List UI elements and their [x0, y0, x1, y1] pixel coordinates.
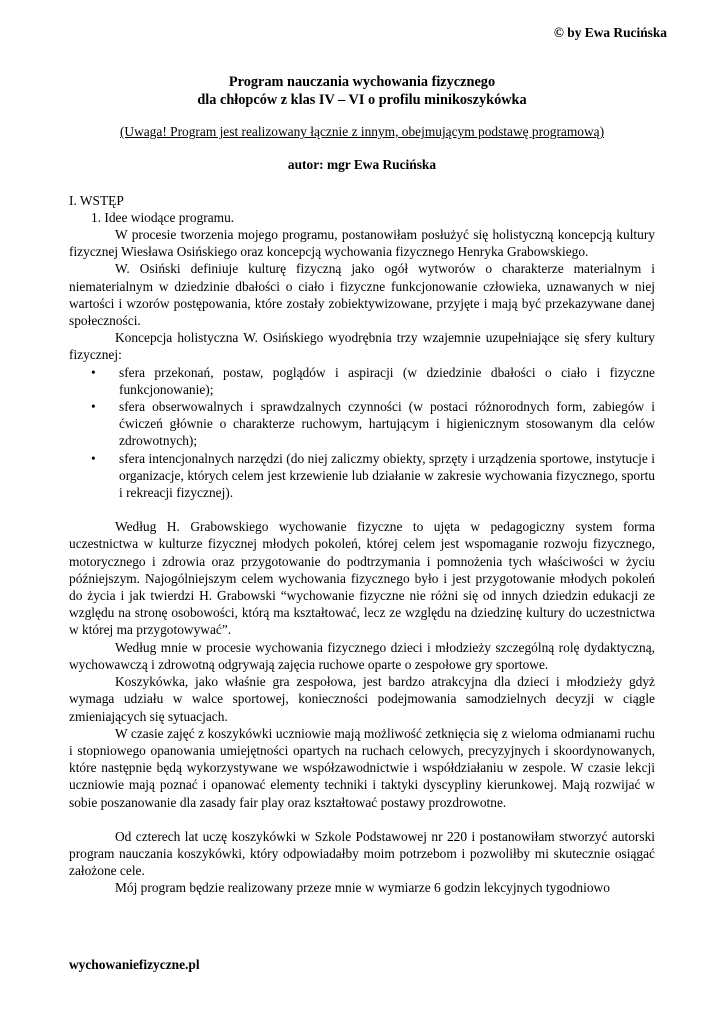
- list-item-text: sfera przekonań, postaw, poglądów i aspiracji (w dziedzinie dbałości o ciało i fizyczne funkcjonowanie);: [119, 364, 655, 397]
- author-line: autor: mgr Ewa Rucińska: [287, 157, 437, 173]
- document-title: [69, 73, 655, 109]
- footer-site: wychowaniefizyczne.pl: [69, 957, 200, 972]
- subsection-heading: 1. Idee wiodące programu.: [91, 209, 235, 225]
- list-item: [91, 364, 655, 398]
- program-note-text: (Uwaga! Program jest realizowany łącznie z innym, obejmującym podstawę programową): [119, 124, 605, 140]
- paragraph: Według H. Grabowskiego wychowanie fizyczne to ujęta w pedagogiczny system forma uczestnictwa w kulturze fizycznej młodych pokoleń, której celem jest wspomaganie rozwoju fizycznego, motorycznego i zdrowia oraz przygotowanie do podtrzymania i pomnożenia tych właściwości w życiu późniejszym. Najogólniejszym celem wychowania fizycznego było i jest przygotowanie młodych pokoleń do życia i jak twierdzi H. Grabowski “wychowanie fizyczne nie różni się od innych dziedzin edukacji ze względu na stronę osobowości, którą ma kształtować, lecz ze względu na dziedzinę kultury do uczestnictwa w której ma przygotowywać”.: [69, 519, 655, 638]
- paragraph: W. Osiński definiuje kulturę fizyczną jako ogół wytworów o charakterze materialnym i niematerialnym w dziedzinie dbałości o ciało i fizyczne funkcjonowanie człowieka, uznawanych w niej wartości i wzorów postępowania, które zostały zobiektywizowane, przyjęte i mają być przekazywane danej społeczności.: [69, 261, 655, 329]
- paragraph: Koncepcja holistyczna W. Osińskiego wyodrębnia trzy wzajemnie uzupełniające się sfery kultury fizycznej:: [69, 330, 655, 363]
- section-heading: I. WSTĘP: [69, 192, 124, 208]
- list-item-text: sfera obserwowalnych i sprawdzalnych czynności (w postaci różnorodnych form, zabiegów i ćwiczeń głównie o charakterze ruchowym, hartującym i higienicznym stosowanym dla celów zdrowotnych);: [119, 399, 655, 449]
- title-line-1: Program nauczania wychowania fizycznego: [228, 74, 496, 91]
- bullet-icon: •: [91, 399, 96, 415]
- program-note: [69, 123, 655, 140]
- paragraph: Mój program będzie realizowany przeze mnie w wymiarze 6 godzin lekcyjnych tygodniowo: [115, 880, 610, 896]
- list-item: [91, 398, 655, 450]
- paragraph: W czasie zajęć z koszykówki uczniowie mają możliwość zetknięcia się z wieloma odmianami ruchu i stopniowego opanowania umiejętności opartych na ruchach celowych, precyzyjnych i skoordynowanych, które następnie będą wykorzystywane we współzawodnictwie i współdziałaniu w zespole. W czasie lekcji uczniowie mają poznać i opanować elementy techniki i taktyki dyscypliny kierunkowej. Mają rozwijać w sobie poszanowanie dla zasady fair play oraz kształtować postawy prozdrowotne.: [69, 725, 655, 810]
- paragraph: Według mnie w procesie wychowania fizycznego dzieci i młodzieży szczególną rolę dydaktyczną, wychowawczą i zdrowotną odgrywają zajęcia ruchowe oparte o zespołowe gry sportowe.: [69, 639, 655, 672]
- copyright-notice: © by Ewa Rucińska: [553, 25, 667, 40]
- paragraph: Od czterech lat uczę koszykówki w Szkole Podstawowej nr 220 i postanowiłam stworzyć autorski program nauczania koszykówki, który odpowiadałby moim potrzebom i pozwoliłby mi skutecznie osiągać założone cele.: [69, 828, 655, 879]
- paragraph: Koszykówka, jako właśnie gra zespołowa, jest bardzo atrakcyjna dla dzieci i młodzieży gdyż wymaga udziału w walce sportowej, konieczności podejmowania samodzielnych decyzji w ciągle zmieniających się sytuacjach.: [69, 674, 655, 724]
- spheres-list: [69, 364, 655, 502]
- bullet-icon: •: [91, 364, 96, 380]
- bullet-icon: •: [91, 450, 96, 466]
- list-item-text: sfera intencjonalnych narzędzi (do niej zaliczmy obiekty, sprzęty i urządzenia sportowe, instytucje i organizacje, których celem jest krzewienie lub działanie w zakresie wychowania fizycznego, sportu i rekreacji fizycznej).: [119, 450, 655, 501]
- list-item: [91, 450, 655, 502]
- paragraph: W procesie tworzenia mojego programu, postanowiłam posłużyć się holistyczną koncepcją kultury fizycznej Wiesława Osińskiego oraz koncepcją wychowania fizycznego Henryka Grabowskiego.: [69, 227, 655, 260]
- title-line-2: dla chłopców z klas IV – VI o profilu minikoszykówka: [197, 92, 527, 109]
